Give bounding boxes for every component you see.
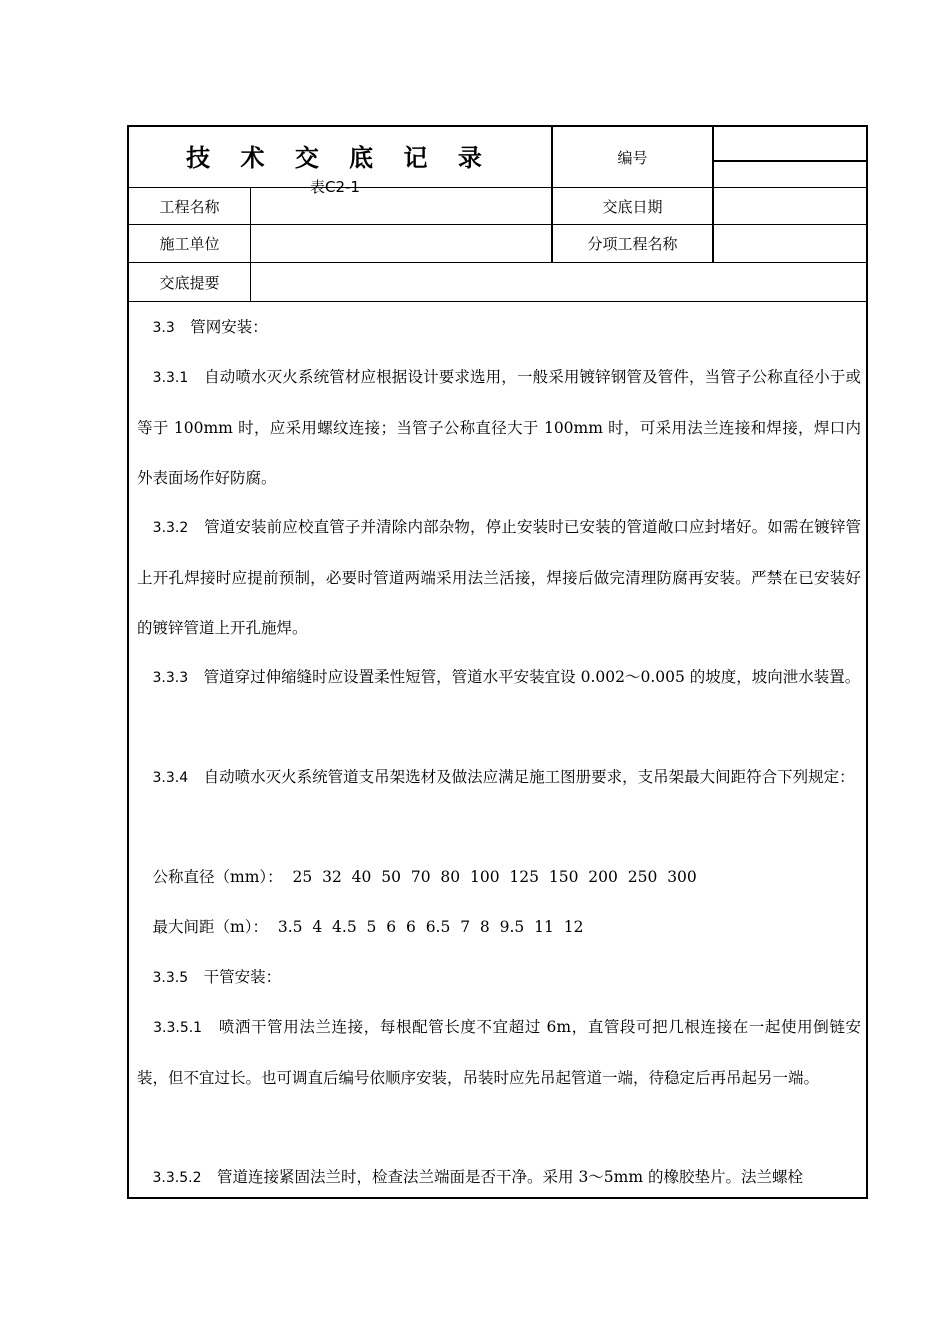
section-paragraph: 3.3.4 自动喷水灭火系统管道支吊架选材及做法应满足施工图册要求，支吊架最大间距符合下列规定：: [152, 768, 855, 786]
date-value[interactable]: [714, 188, 866, 224]
subproject-label: 分项工程名称: [587, 235, 678, 253]
number-value-2[interactable]: [714, 162, 866, 187]
section-paragraph: 3.3.2 管道安装前应校直管子并清除内部杂物，停止安装时已安装的管道敞口应封堵好。如需在镀锌管上开孔焊接时应提前预制，必要时管道两端采用法兰活接，焊接后做完清理防腐再安装。严禁在已安装好的镀锌管道上开孔施焊。: [137, 518, 861, 637]
form-code: 表C2-1: [310, 178, 360, 196]
subproject-value[interactable]: [714, 225, 866, 262]
section-paragraph: 3.3.5.1 喷洒干管用法兰连接，每根配管长度不宜超过 6m，直管段可把几根连接在一起使用倒链安装，但不宜过长。也可调直后编号依顺序安装，吊装时应先吊起管道一端，待稳定后再吊起另一端。: [137, 1018, 861, 1087]
contractor-value[interactable]: [251, 225, 551, 262]
spacing-row: [137, 902, 861, 952]
form-title: 技 术 交 底 记 录: [186, 144, 493, 172]
disclosure-content: [137, 302, 861, 1197]
section-paragraph: 3.3.5.2 管道连接紧固法兰时，检查法兰端面是否干净。采用 3～5mm 的橡胶垫片。法兰螺栓: [152, 1168, 803, 1186]
spacing-values: 3.5 4 4.5 5 6 6 6.5 7 8 9.5 11 12: [277, 918, 584, 936]
project-name-label: 工程名称: [159, 197, 220, 216]
diameter-row: [137, 852, 861, 902]
spacing-label: 最大间距（m）：: [152, 918, 268, 936]
date-label: 交底日期: [602, 197, 663, 216]
contractor-label: 施工单位: [159, 235, 220, 253]
number-label: 编号: [617, 148, 648, 167]
diameter-label: 公称直径（mm）：: [152, 868, 283, 886]
summary-value[interactable]: [251, 263, 866, 301]
section-paragraph: 3.3.5 干管安装：: [152, 968, 282, 986]
diameter-values: 25 32 40 50 70 80 100 125 150 200 250 300: [292, 868, 697, 886]
section-paragraph: 3.3.3 管道穿过伸缩缝时应设置柔性短管，管道水平安装宜设 0.002～0.005 的坡度，坡向泄水装置。: [152, 668, 861, 686]
project-name-value[interactable]: [251, 188, 551, 224]
number-value-1[interactable]: [714, 127, 866, 160]
section-paragraph: 3.3.1 自动喷水灭火系统管材应根据设计要求选用，一般采用镀锌钢管及管件，当管子公称直径小于或等于 100mm 时，应采用螺纹连接；当管子公称直径大于 100mm 时，可采用法兰连接和焊接，焊口内外表面场作好防腐。: [137, 368, 861, 487]
section-paragraph: 3.3 管网安装：: [152, 318, 268, 336]
summary-label: 交底提要: [159, 273, 220, 292]
form-title-cell: [127, 126, 552, 196]
